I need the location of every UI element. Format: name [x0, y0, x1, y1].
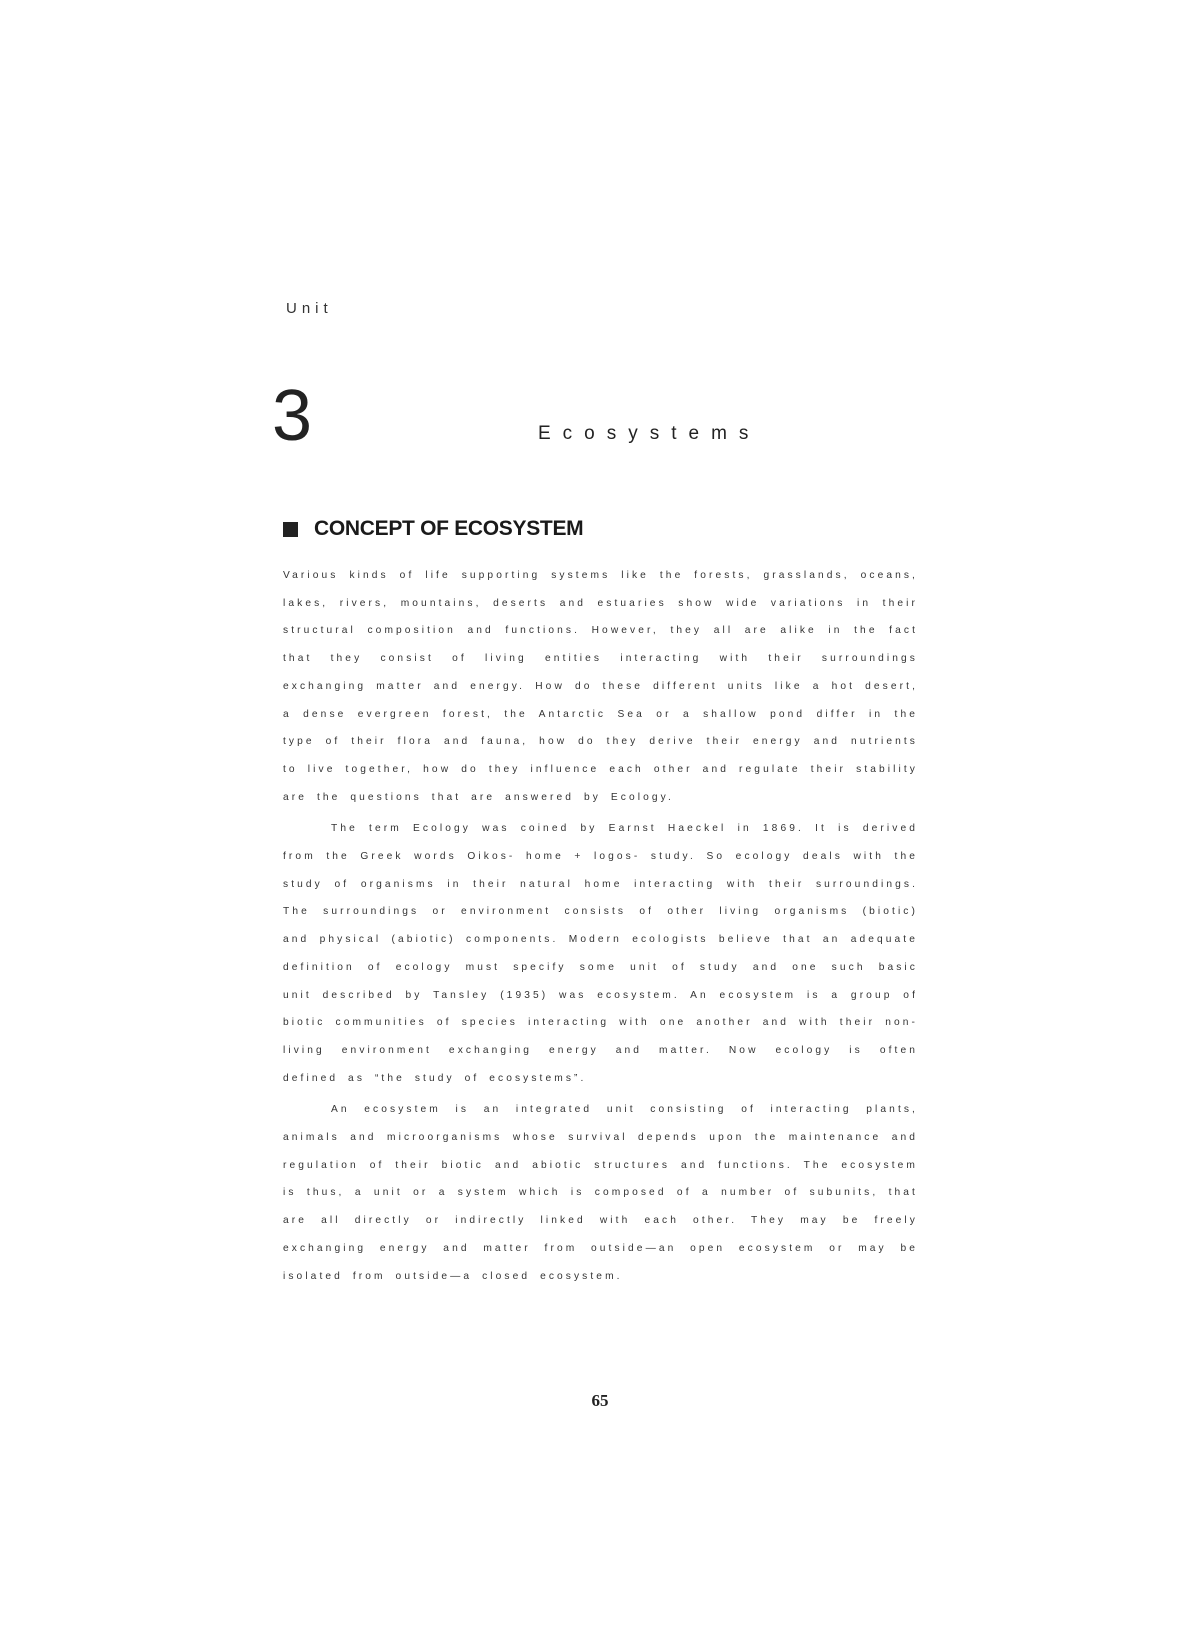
- paragraph-3: An ecosystem is an integrated unit consisting of interacting plants, animals and microorganisms whose survival depends upon the maintenance and regulation of their biotic and abiotic structures and functions. The ecosystem is thus, a unit or a system which is composed of a number of subunits, that are all directly or indirectly linked with each other. They may be freely exchanging energy and matter from outside—an open ecosystem or may be isolated from outside—a closed ecosystem.: [283, 1104, 918, 1282]
- section-heading: [283, 517, 583, 541]
- unit-number: 3: [272, 376, 313, 456]
- unit-title: Ecosystems: [538, 423, 761, 444]
- page-number: 65: [591, 1391, 609, 1410]
- body-text: [283, 562, 918, 1290]
- square-bullet-icon: [283, 522, 298, 537]
- paragraph-2: The term Ecology was coined by Earnst Haeckel in 1869. It is derived from the Greek words Oikos- home + logos- study. So ecology deals with the study of organisms in their natural home interacting with their surroundings. The surroundings or environment consists of other living organisms (biotic) and physical (abiotic) components. Modern ecologists believe that an adequate definition of ecology must specify some unit of study and one such basic unit described by Tansley (1935) was ecosystem. An ecosystem is a group of biotic communities of species interacting with one another and with their non-living environment exchanging energy and matter. Now ecology is often defined as “the study of ecosystems”.: [283, 823, 918, 1084]
- paragraph-1: Various kinds of life supporting systems like the forests, grasslands, oceans, lakes, rivers, mountains, deserts and estuaries show wide variations in their structural composition and functions. However, they all are alike in the fact that they consist of living entities interacting with their surroundings exchanging matter and energy. How do these different units like a hot desert, a dense evergreen forest, the Antarctic Sea or a shallow pond differ in the type of their flora and fauna, how do they derive their energy and nutrients to live together, how do they influence each other and regulate their stability are the questions that are answered by Ecology.: [283, 570, 918, 803]
- unit-label: Unit: [286, 300, 333, 317]
- section-title: CONCEPT OF ECOSYSTEM: [314, 517, 584, 540]
